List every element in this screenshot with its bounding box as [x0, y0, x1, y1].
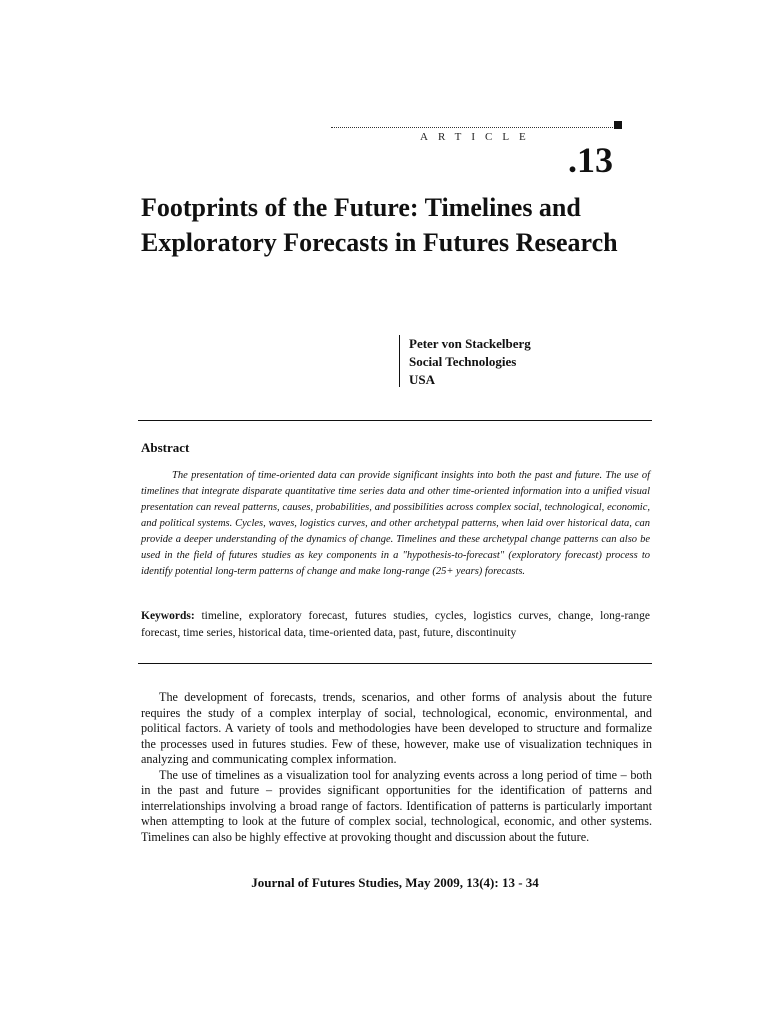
author-name: Peter von Stackelberg — [409, 336, 531, 351]
header-square-mark — [614, 121, 622, 129]
abstract-heading: Abstract — [141, 440, 190, 455]
author-affiliation: Social Technologies — [409, 354, 517, 369]
keywords-text: timeline, exploratory forecast, futures studies, cycles, logistics curves, change, long-range forecast, time series, historical data, time-oriented data, past, future, discontinuity — [141, 610, 650, 639]
body-paragraph: The development of forecasts, trends, scenarios, and other forms of analysis about the future requires the study of a complex interplay of social, technological, economic, environmental, and political factors. A variety of tools and methodologies have been developed to structure and formalize the processes used in futures studies. Few of these, however, make use of visualization techniques in analyzing and communicating complex information. — [141, 690, 652, 766]
header-dotted-rule — [331, 127, 615, 128]
body-text — [141, 690, 652, 845]
keywords-label: Keywords: — [141, 610, 195, 622]
author-block — [399, 335, 531, 387]
paper-title: Footprints of the Future: Timelines and Exploratory Forecasts in Futures Research — [141, 193, 618, 257]
abstract-text: The presentation of time-oriented data can provide significant insights into both the past and future. The use of timelines that integrate disparate quantitative time series data and other time-oriented information into a unified visual presentation can reveal patterns, causes, probabilities, and possibilities across complex social, technological, economic, and political systems. Cycles, waves, logistics curves, and other archetypal patterns, when laid over historical data, can provide a deeper understanding of the dynamics of change. Timelines and these archetypal change patterns can also be used in the field of futures studies as key components in a "hypothesis-to-forecast" (exploratory forecast) process to identify potential long-term patterns of change and make long-range (25+ years) forecasts. — [141, 470, 650, 577]
author-country: USA — [409, 372, 436, 387]
keywords-section — [141, 608, 650, 642]
body-paragraph: The use of timelines as a visualization tool for analyzing events across a long period of time – both in the past and future – provides significant opportunities for the identification of patterns and interrelationships involving a broad range of factors. Identification of patterns is particularly important when attempting to look at the future of complex social, technological, economic, and other systems. Timelines can also be highly effective at provoking thought and discussion about the future. — [141, 767, 652, 844]
article-number: .13 — [568, 140, 613, 180]
abstract-bottom-rule — [138, 663, 652, 664]
article-label: ARTICLE — [420, 131, 536, 143]
abstract-top-rule — [138, 420, 652, 421]
journal-citation-footer: Journal of Futures Studies, May 2009, 13(4): 13 - 34 — [251, 875, 539, 890]
